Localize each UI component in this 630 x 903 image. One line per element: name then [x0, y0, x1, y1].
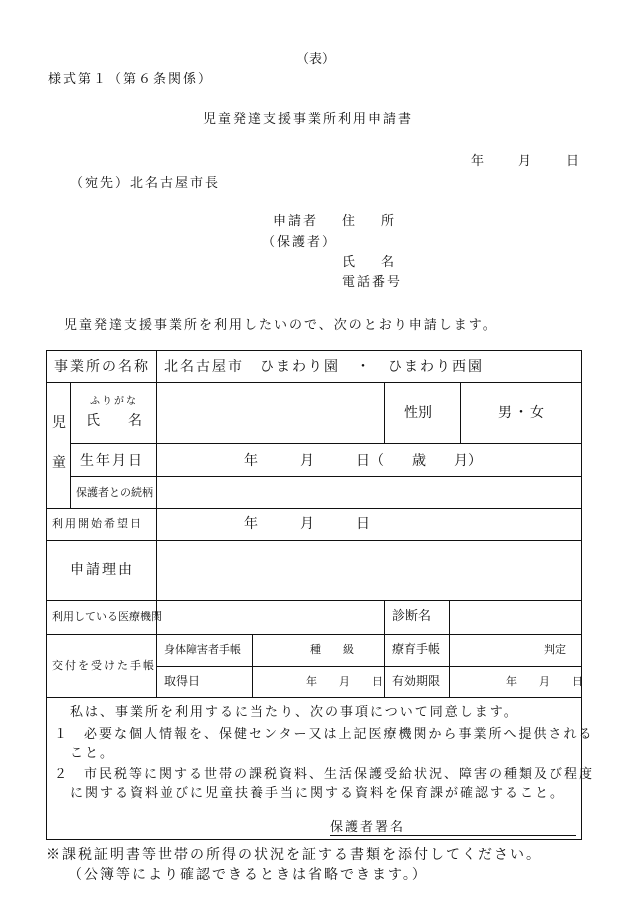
gender-label: 性別	[404, 405, 432, 421]
child-name-field[interactable]	[158, 384, 382, 441]
date-month: 月	[518, 154, 532, 169]
diagnosis-field[interactable]	[451, 602, 579, 632]
diagnosis-label: 診断名	[392, 609, 432, 624]
furigana-label: ふりがな	[90, 396, 138, 407]
consent-intro: 私は、事業所を利用するに当たり、次の事項について同意します。	[70, 705, 519, 720]
child-label-1: 児	[52, 415, 66, 431]
document-title: 児童発達支援事業所利用申請書	[203, 112, 414, 127]
statement: 児童発達支援事業所を利用したいので、次のとおり申請します。	[64, 318, 498, 333]
start-date-value[interactable]: 年 月 日	[244, 516, 370, 532]
medical-institution-field[interactable]	[158, 602, 382, 632]
birthdate-label: 生年月日	[80, 453, 144, 469]
date-year: 年	[471, 154, 485, 169]
applicant-address-label: 住 所	[342, 214, 395, 229]
birthdate-value[interactable]: 年 月 日（ 歳 月）	[244, 453, 482, 469]
applicant-sub-label: （保護者）	[262, 235, 338, 250]
medical-institution-label: 利用している医療機関	[52, 610, 162, 623]
start-date-label: 利用開始希望日	[52, 517, 143, 530]
guardian-signature-label: 保護者署名	[330, 820, 406, 835]
consent-item-2-cont: に関する資料並びに児童扶養手当に関する資料を保育課が確認すること。	[70, 786, 566, 801]
expiry-value[interactable]: 年 月 日	[506, 675, 583, 688]
applicant-name-label: 氏 名	[342, 255, 395, 270]
relation-field[interactable]	[158, 478, 578, 506]
reason-label: 申請理由	[70, 562, 134, 578]
footer-note-1: ※課税証明書等世帯の所得の状況を証する書類を添付してください。	[46, 847, 542, 863]
expiry-label: 有効期限	[392, 674, 441, 688]
addressee: （宛先）北名古屋市長	[70, 176, 221, 191]
application-form-table	[46, 350, 595, 840]
reason-field[interactable]	[158, 542, 578, 598]
applicant-phone-label: 電話番号	[342, 275, 403, 290]
applicant-label: 申請者	[273, 214, 319, 229]
facility-value: 北名古屋市 ひまわり園 ・ ひまわり西園	[164, 359, 484, 375]
facility-label: 事業所の名称	[54, 359, 150, 375]
physical-grade[interactable]: 種 級	[310, 643, 354, 656]
consent-item-2: ２ 市民税等に関する世帯の課税資料、生活保護受給状況、障害の種類及び程度	[54, 767, 595, 782]
acquired-date-value[interactable]: 年 月 日	[306, 675, 383, 688]
side-label: （表）	[296, 52, 336, 67]
guardian-signature-line[interactable]	[330, 835, 576, 836]
child-label-2: 童	[52, 455, 66, 471]
gender-value[interactable]: 男・女	[498, 405, 546, 421]
acquired-date-label: 取得日	[164, 674, 201, 688]
physical-certificate-label: 身体障害者手帳	[164, 643, 241, 656]
footer-note-2: （公簿等により確認できるときは省略できます。）	[68, 867, 428, 883]
consent-item-1: １ 必要な個人情報を、保健センター又は上記医療機関から事業所へ提供される	[54, 727, 594, 742]
consent-item-1-cont: こと。	[70, 746, 116, 761]
ryouiku-certificate-label: 療育手帳	[392, 642, 441, 656]
certificate-label: 交付を受けた手帳	[52, 659, 156, 672]
date-day: 日	[566, 154, 580, 169]
relation-label: 保護者との続柄	[76, 486, 153, 499]
form-number: 様式第１（第６条関係）	[48, 72, 214, 87]
child-name-label: 氏 名	[86, 413, 142, 429]
ryouiku-judgement[interactable]: 判定	[544, 643, 566, 656]
